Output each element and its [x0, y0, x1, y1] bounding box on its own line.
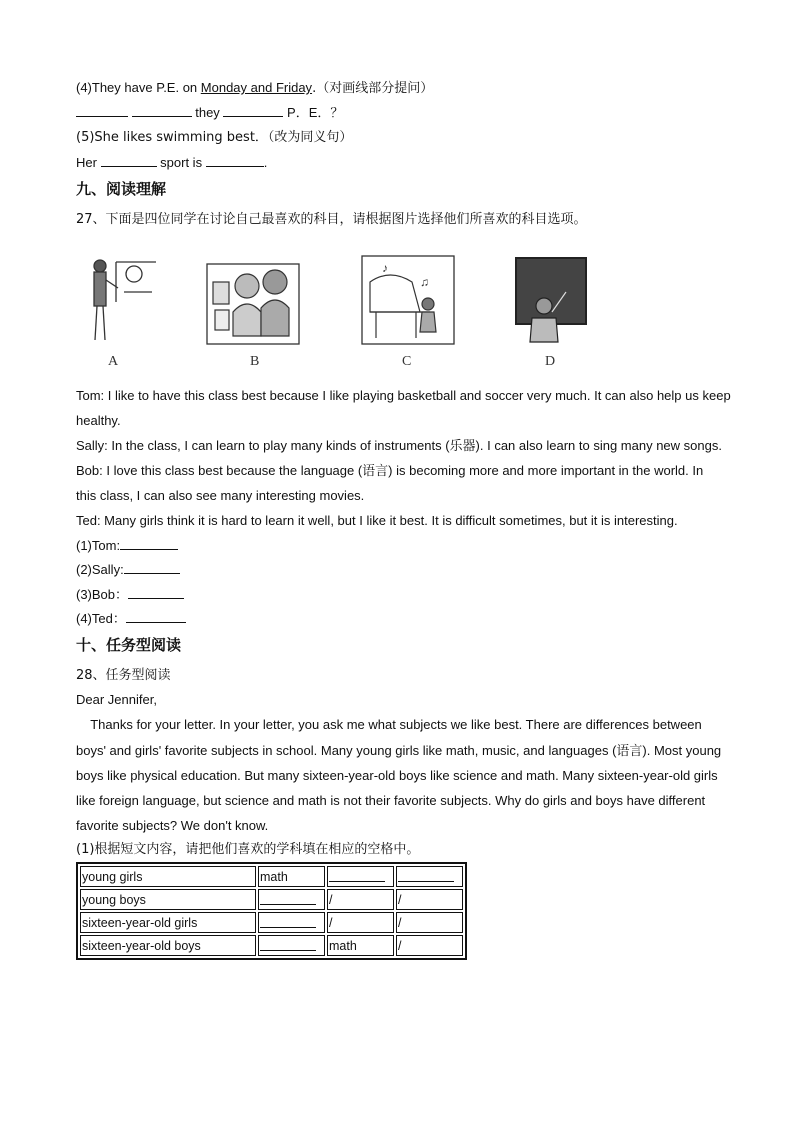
- blank[interactable]: [101, 154, 157, 167]
- bob-text: Bob: I love this class best because the language (语言) is becoming more and more important in the world. In: [76, 463, 704, 478]
- question-27-prompt: 27、下面是四位同学在讨论自己最喜欢的科目，请根据图片选择他们所喜欢的科目选项。: [76, 212, 587, 227]
- underlined-phrase: Monday and Friday: [200, 80, 313, 95]
- svg-text:♪: ♪: [382, 261, 388, 275]
- tom-text-cont: healthy.: [76, 413, 121, 428]
- bob-text-cont: this class, I can also see many interesting movies.: [76, 488, 365, 503]
- blank[interactable]: [76, 104, 128, 117]
- task-instruction: (1)根据短文内容，请把他们喜欢的学科填在相应的空格中。: [76, 842, 420, 857]
- question-5: (5)She likes swimming best．（改为同义句）: [76, 130, 353, 145]
- letter-paragraph: favorite subjects? We don't know.: [76, 818, 269, 833]
- table-row: sixteen-year-old boys math /: [80, 935, 463, 956]
- answer-ted: (4)Ted：: [76, 610, 186, 628]
- answer-cell[interactable]: [258, 912, 325, 933]
- letter-paragraph: boys like physical education. But many sixteen-year-old boys like science and math. Many sixteen-year-old girls: [76, 768, 718, 783]
- piano-picture: [360, 252, 456, 348]
- letter-greeting: Dear Jennifer,: [76, 692, 157, 707]
- question-28-prompt: 28、任务型阅读: [76, 668, 171, 683]
- letter-paragraph: Thanks for your letter. In your letter, you ask me what subjects we like best. There are differences between: [76, 717, 702, 732]
- answer-sally: (2)Sally:: [76, 561, 180, 579]
- section-title: 九、阅读理解: [76, 180, 167, 198]
- question-4: (4)They have P.E. on Monday and Friday.（对画线部分提问）: [76, 80, 434, 96]
- section-title: 十、任务型阅读: [76, 636, 182, 654]
- answer-cell[interactable]: [396, 866, 463, 887]
- picture-label-d: D: [545, 354, 556, 369]
- blank[interactable]: [126, 610, 186, 623]
- picture-label-b: B: [250, 354, 260, 369]
- sally-text: Sally: In the class, I can learn to play many kinds of instruments (乐器). I can also learn to sing many new songs.: [76, 438, 722, 453]
- subjects-table: [76, 862, 467, 960]
- tom-text: Tom: I like to have this class best because I like playing basketball and soccer very much. It can also help us keep: [76, 388, 731, 403]
- question-5-answer: Her sport is .: [76, 155, 268, 170]
- students-picture: [205, 252, 301, 348]
- letter-paragraph: like foreign language, but science and math is not their favorite subjects. Why do girls and boys have different: [76, 793, 706, 808]
- table-row: young girls math: [80, 866, 463, 887]
- question-4-answer: they P．E．？: [76, 104, 343, 122]
- blank[interactable]: [206, 154, 264, 167]
- letter-paragraph: boys' and girls' favorite subjects in school. Many young girls like math, music, and languages (语言). Most young: [76, 743, 722, 758]
- picture-label-c: C: [402, 354, 412, 369]
- ted-text: Ted: Many girls think it is hard to learn it well, but I like it best. It is difficult sometimes, but it is interesting.: [76, 513, 678, 528]
- answer-cell[interactable]: [327, 866, 394, 887]
- table-row: young boys / /: [80, 889, 463, 910]
- answer-tom: (1)Tom:: [76, 537, 178, 555]
- blank[interactable]: [124, 561, 180, 574]
- teacher-picture: [80, 252, 160, 352]
- table-row: sixteen-year-old girls / /: [80, 912, 463, 933]
- blank[interactable]: [132, 104, 192, 117]
- blackboard-picture: [512, 252, 592, 352]
- blank[interactable]: [223, 104, 283, 117]
- svg-text:♫: ♫: [420, 275, 429, 289]
- blank[interactable]: [128, 586, 184, 599]
- blank[interactable]: [120, 537, 178, 550]
- picture-label-a: A: [108, 354, 119, 369]
- answer-bob: (3)Bob：: [76, 586, 184, 604]
- answer-cell[interactable]: [258, 935, 325, 956]
- answer-cell[interactable]: [258, 889, 325, 910]
